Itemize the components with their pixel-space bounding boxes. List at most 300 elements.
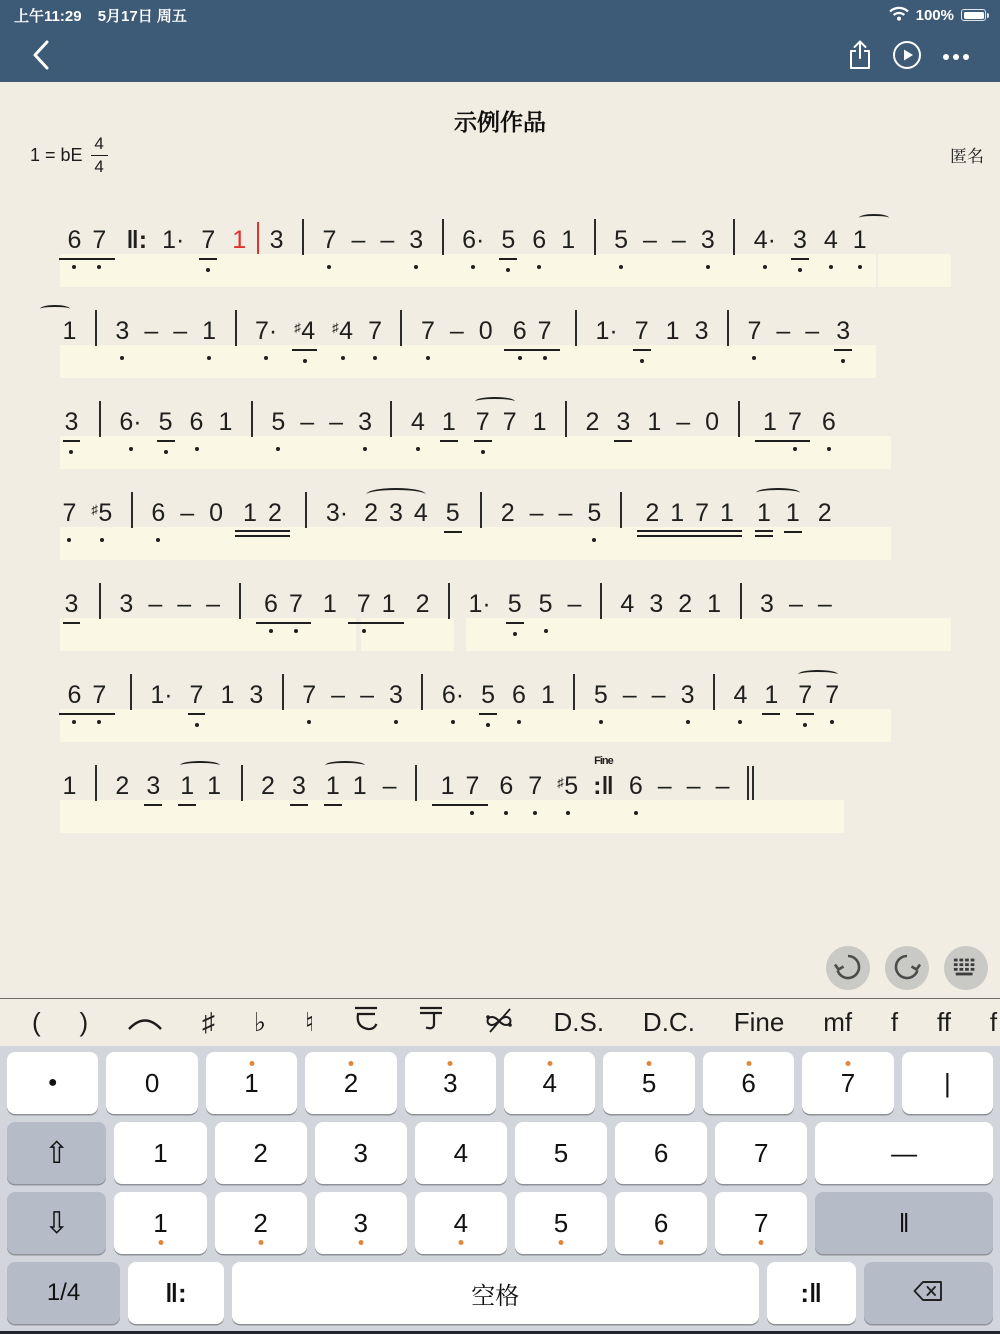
flat-button[interactable]: ♭ bbox=[253, 1007, 266, 1037]
note[interactable]: 6 bbox=[512, 681, 526, 709]
note[interactable]: 6· bbox=[119, 408, 142, 436]
note[interactable]: ♯5 bbox=[557, 772, 579, 800]
barline bbox=[282, 674, 284, 710]
note[interactable]: 3 bbox=[249, 681, 264, 709]
note[interactable]: 7 bbox=[92, 226, 107, 254]
note[interactable]: 1 bbox=[852, 226, 867, 254]
fine-button[interactable]: Fine bbox=[733, 1007, 785, 1037]
paren-open-button[interactable]: ( bbox=[32, 1007, 41, 1037]
note[interactable]: 5 bbox=[587, 499, 602, 527]
note[interactable]: 7 bbox=[633, 318, 651, 351]
edit-cursor bbox=[257, 222, 260, 254]
barline bbox=[600, 583, 602, 619]
sharp-button[interactable]: ♯ bbox=[201, 1007, 215, 1037]
key-7[interactable] bbox=[715, 1122, 807, 1184]
key-6-low[interactable] bbox=[615, 1192, 707, 1254]
octave-dot bbox=[845, 1061, 850, 1066]
notes-row bbox=[55, 492, 839, 537]
repeat-end[interactable]: :‖ Fine bbox=[593, 755, 614, 800]
dash-extension[interactable]: – bbox=[776, 317, 791, 345]
note[interactable]: 3 bbox=[290, 773, 308, 806]
note[interactable]: 7 bbox=[747, 317, 762, 345]
barline bbox=[130, 674, 132, 710]
composer-label: 匿名 bbox=[950, 147, 984, 166]
undo-button[interactable] bbox=[826, 946, 870, 990]
note[interactable]: 1 bbox=[62, 772, 77, 800]
key-shift-up[interactable] bbox=[7, 1122, 106, 1184]
note[interactable]: 3· bbox=[325, 499, 349, 527]
note[interactable]: 1 bbox=[243, 499, 257, 527]
note[interactable]: 1 bbox=[324, 773, 342, 806]
key-label: :‖ bbox=[800, 1277, 822, 1308]
barline bbox=[713, 674, 715, 710]
beam-group bbox=[59, 681, 115, 715]
key-2-low[interactable] bbox=[215, 1192, 307, 1254]
keyboard-row-4 bbox=[3, 1258, 997, 1328]
dash-extension[interactable]: – bbox=[622, 681, 637, 709]
notes-row bbox=[55, 583, 839, 624]
dash-extension[interactable]: – bbox=[671, 226, 686, 254]
note[interactable]: 1· bbox=[595, 317, 618, 345]
note[interactable]: 7 bbox=[368, 317, 382, 345]
key-duration-quarter[interactable] bbox=[7, 1262, 120, 1324]
note[interactable]: 7 bbox=[528, 772, 543, 800]
note[interactable]: ♯4 bbox=[332, 317, 354, 345]
key-5[interactable] bbox=[515, 1122, 607, 1184]
dash-extension[interactable]: – bbox=[449, 317, 464, 345]
note[interactable]: 5 bbox=[444, 500, 462, 533]
note[interactable]: 7 bbox=[695, 499, 710, 527]
note[interactable]: 3 bbox=[115, 317, 130, 345]
note[interactable]: 3 bbox=[388, 499, 403, 527]
dash-extension[interactable]: – bbox=[788, 590, 803, 618]
beam-group bbox=[432, 772, 488, 806]
note[interactable]: 1 bbox=[202, 317, 217, 345]
status-right bbox=[889, 6, 986, 25]
note[interactable]: 5 bbox=[593, 681, 608, 709]
key-backspace[interactable] bbox=[864, 1262, 993, 1324]
note[interactable]: 1 bbox=[784, 500, 802, 533]
status-date: 5月17日 周五 bbox=[97, 7, 187, 25]
note[interactable]: 1 bbox=[232, 226, 247, 254]
note[interactable]: 2 bbox=[115, 772, 130, 800]
note[interactable]: 3 bbox=[63, 591, 81, 624]
note[interactable]: 1 bbox=[440, 772, 455, 800]
barline bbox=[99, 401, 101, 437]
key-7-low[interactable] bbox=[715, 1192, 807, 1254]
note[interactable]: 5 bbox=[271, 408, 286, 436]
octave-dot bbox=[558, 1240, 563, 1245]
barline bbox=[241, 765, 243, 801]
note[interactable]: 1 bbox=[540, 681, 555, 709]
note[interactable]: 5 bbox=[479, 682, 497, 715]
note[interactable]: 5 bbox=[538, 590, 553, 618]
key-1[interactable] bbox=[114, 1122, 206, 1184]
note[interactable]: 1 bbox=[322, 590, 337, 618]
key-barline[interactable] bbox=[902, 1052, 993, 1114]
barline bbox=[99, 583, 101, 619]
note[interactable]: 7 bbox=[825, 681, 840, 709]
segno-icon bbox=[483, 1004, 515, 1041]
keyboard-row-2 bbox=[3, 1118, 997, 1188]
octave-dot bbox=[249, 1061, 254, 1066]
note[interactable]: 2 bbox=[364, 499, 378, 527]
note[interactable]: 1 bbox=[381, 590, 396, 618]
dash-extension[interactable]: – bbox=[300, 408, 315, 436]
key-1-high[interactable] bbox=[206, 1052, 297, 1114]
score-line bbox=[0, 753, 1000, 844]
beam-group bbox=[755, 408, 811, 442]
note[interactable]: 7 bbox=[474, 409, 492, 442]
barline bbox=[302, 219, 304, 255]
slur-button[interactable] bbox=[127, 1007, 163, 1038]
octave-dot bbox=[458, 1240, 463, 1245]
keyboard-row-1 bbox=[3, 1048, 997, 1118]
dash-extension[interactable]: – bbox=[177, 590, 192, 618]
status-time: 上午11:29 bbox=[14, 7, 82, 25]
paren-close-button[interactable]: ) bbox=[79, 1007, 89, 1037]
note[interactable]: 2 bbox=[261, 772, 275, 800]
key-6-high[interactable] bbox=[703, 1052, 794, 1114]
key-5-high[interactable] bbox=[603, 1052, 694, 1114]
f-partial-button[interactable]: f bbox=[990, 1007, 1000, 1038]
note[interactable]: 6 bbox=[628, 772, 643, 800]
f-button[interactable]: f bbox=[890, 1007, 899, 1037]
barline bbox=[239, 583, 241, 619]
slur-group bbox=[791, 679, 845, 715]
slur-group bbox=[749, 497, 807, 537]
barline bbox=[421, 674, 423, 710]
note[interactable]: 6 bbox=[499, 772, 514, 800]
key-0[interactable] bbox=[106, 1052, 197, 1114]
note[interactable]: 1 bbox=[670, 499, 685, 527]
note[interactable]: ♯4 bbox=[292, 318, 317, 351]
key-4[interactable] bbox=[415, 1122, 507, 1184]
note[interactable]: 7 bbox=[322, 226, 337, 254]
keyboard-icon bbox=[952, 956, 980, 981]
notes-row bbox=[55, 219, 874, 260]
key-label: 7 bbox=[753, 1137, 769, 1168]
dash-extension[interactable]: – bbox=[331, 681, 346, 709]
note[interactable]: 3 bbox=[269, 226, 284, 254]
key-dot[interactable] bbox=[7, 1052, 98, 1114]
dash-extension[interactable]: – bbox=[380, 226, 395, 254]
score-line bbox=[0, 571, 1000, 662]
score-line bbox=[0, 662, 1000, 753]
key-6[interactable] bbox=[615, 1122, 707, 1184]
score-line bbox=[0, 389, 1000, 480]
key-5-low[interactable] bbox=[515, 1192, 607, 1254]
note[interactable]: 4 bbox=[733, 681, 748, 709]
glissando-down-icon bbox=[353, 1004, 379, 1041]
note[interactable]: 1 bbox=[440, 409, 458, 442]
back-button[interactable] bbox=[20, 35, 62, 78]
glissando-up-button[interactable] bbox=[418, 1004, 444, 1041]
note[interactable]: 6 bbox=[264, 590, 278, 618]
note[interactable]: 6 bbox=[189, 408, 204, 436]
score-line bbox=[0, 207, 1000, 298]
key-double-barline[interactable] bbox=[815, 1192, 993, 1254]
note[interactable]: 1 bbox=[218, 408, 233, 436]
key-shift-down[interactable] bbox=[7, 1192, 106, 1254]
key-2-high[interactable] bbox=[305, 1052, 396, 1114]
octave-dot bbox=[547, 1061, 552, 1066]
barline bbox=[575, 310, 577, 346]
key-space[interactable] bbox=[232, 1262, 759, 1324]
glissando-down-button[interactable] bbox=[353, 1004, 379, 1041]
symbol-toolbar bbox=[0, 998, 1000, 1046]
note[interactable]: 1 bbox=[561, 226, 576, 254]
key-label: 4 bbox=[542, 1067, 557, 1098]
dash-extension[interactable]: – bbox=[351, 226, 366, 254]
note[interactable]: 0 bbox=[705, 408, 720, 436]
slur-group bbox=[318, 770, 372, 806]
dash-extension[interactable]: – bbox=[817, 590, 832, 618]
dash-extension[interactable]: – bbox=[657, 772, 672, 800]
note[interactable]: 1 bbox=[207, 772, 222, 800]
note[interactable]: 4 bbox=[823, 226, 838, 254]
key-4-low[interactable] bbox=[415, 1192, 507, 1254]
key-3[interactable] bbox=[315, 1122, 407, 1184]
play-button[interactable] bbox=[882, 36, 932, 77]
dash-extension[interactable]: – bbox=[329, 408, 344, 436]
note[interactable]: 5 bbox=[614, 226, 629, 254]
note[interactable]: 7 bbox=[420, 317, 435, 345]
share-button[interactable] bbox=[838, 36, 882, 77]
key-repeat-end[interactable] bbox=[767, 1262, 856, 1324]
dash-extension[interactable]: – bbox=[651, 681, 666, 709]
sharp-accidental: ♯ bbox=[91, 502, 98, 517]
dash-extension[interactable]: – bbox=[148, 590, 163, 618]
note[interactable]: 6· bbox=[441, 681, 465, 709]
dash-extension[interactable]: – bbox=[558, 499, 573, 527]
note[interactable]: 0 bbox=[478, 317, 493, 345]
note[interactable]: 7 bbox=[302, 681, 317, 709]
note[interactable]: 7 bbox=[188, 682, 206, 715]
note[interactable]: 3 bbox=[388, 681, 403, 709]
dash-extension[interactable]: – bbox=[805, 317, 820, 345]
more-button[interactable] bbox=[932, 45, 980, 68]
note[interactable]: 7 bbox=[92, 681, 107, 709]
note[interactable]: 6 bbox=[151, 499, 166, 527]
note[interactable]: ♯5 bbox=[91, 499, 113, 527]
note[interactable]: 1 bbox=[763, 408, 777, 436]
dash-extension[interactable]: – bbox=[360, 681, 374, 709]
segno-button[interactable] bbox=[483, 1004, 515, 1041]
keyboard-toggle-button[interactable] bbox=[944, 946, 988, 990]
dash-extension[interactable]: – bbox=[144, 317, 159, 345]
key-label: 7 bbox=[840, 1067, 856, 1098]
key-label: 空格 bbox=[471, 1282, 520, 1310]
note[interactable]: 2 bbox=[645, 499, 660, 527]
mf-button[interactable]: mf bbox=[823, 1007, 853, 1037]
ff-button[interactable]: ff bbox=[937, 1007, 951, 1037]
note[interactable]: 2 bbox=[817, 499, 832, 527]
note[interactable]: 4 bbox=[413, 499, 428, 527]
key-1-low[interactable] bbox=[114, 1192, 206, 1254]
barline bbox=[131, 492, 133, 528]
highlight-band bbox=[878, 254, 951, 287]
note[interactable]: 3 bbox=[144, 773, 162, 806]
octave-dot bbox=[258, 1240, 263, 1245]
time-signature bbox=[91, 134, 108, 177]
key-label: 1/4 bbox=[46, 1279, 81, 1306]
score-area bbox=[0, 82, 1000, 998]
barline bbox=[415, 765, 417, 801]
dash-extension[interactable]: – bbox=[567, 590, 582, 618]
octave-dot bbox=[348, 1061, 353, 1066]
beam2-group bbox=[637, 499, 743, 537]
key-label: 2 bbox=[343, 1067, 359, 1098]
octave-dot bbox=[358, 1240, 363, 1245]
battery-icon bbox=[961, 9, 986, 21]
final-barline bbox=[747, 766, 754, 800]
note[interactable]: 7· bbox=[255, 317, 278, 345]
note[interactable]: 3 bbox=[680, 681, 695, 709]
note[interactable]: 6 bbox=[512, 317, 527, 345]
note[interactable]: 3 bbox=[119, 590, 134, 618]
note[interactable]: 1· bbox=[162, 226, 185, 254]
notes-row bbox=[55, 401, 843, 442]
sharp-accidental: ♯ bbox=[332, 320, 339, 335]
natural-button[interactable]: ♮ bbox=[304, 1007, 315, 1037]
dc-button[interactable]: D.C. bbox=[642, 1007, 695, 1037]
nav-bar bbox=[0, 30, 1000, 82]
dash-extension[interactable]: – bbox=[676, 408, 691, 436]
note[interactable]: 1 bbox=[647, 408, 662, 436]
score-line bbox=[0, 480, 1000, 571]
note[interactable]: 7 bbox=[787, 408, 802, 436]
note[interactable]: 2 bbox=[500, 499, 515, 527]
barline bbox=[442, 219, 444, 255]
dash-extension[interactable]: – bbox=[529, 499, 544, 527]
note[interactable]: 1· bbox=[150, 681, 173, 709]
note[interactable]: 3 bbox=[358, 408, 372, 436]
key-7-high[interactable] bbox=[802, 1052, 893, 1114]
key-label: 6 bbox=[653, 1137, 669, 1168]
note[interactable]: 1 bbox=[220, 681, 235, 709]
notes-row bbox=[55, 310, 860, 351]
note[interactable]: 1 bbox=[707, 590, 722, 618]
key-label: 3 bbox=[353, 1137, 368, 1168]
note[interactable]: 5 bbox=[157, 409, 175, 442]
barline bbox=[400, 310, 402, 346]
barline bbox=[95, 765, 97, 801]
note[interactable]: 7 bbox=[465, 772, 480, 800]
key-label: 5 bbox=[553, 1207, 569, 1238]
note[interactable]: 4· bbox=[753, 226, 776, 254]
note[interactable]: 3 bbox=[649, 590, 664, 618]
ds-button[interactable]: D.S. bbox=[553, 1007, 605, 1037]
note[interactable]: 5 bbox=[499, 227, 517, 260]
dash-extension[interactable]: – bbox=[206, 590, 221, 618]
note[interactable]: 2 bbox=[267, 499, 282, 527]
note[interactable]: 3 bbox=[834, 318, 852, 351]
key-prefix: 1 = bE bbox=[30, 144, 83, 165]
slur-group bbox=[173, 770, 227, 806]
note[interactable]: 6 bbox=[67, 226, 82, 254]
note[interactable]: 7 bbox=[537, 317, 552, 345]
dash-extension[interactable]: – bbox=[382, 772, 397, 800]
barline bbox=[95, 310, 97, 346]
key-dash[interactable] bbox=[815, 1122, 993, 1184]
note[interactable]: 4 bbox=[410, 408, 425, 436]
note[interactable]: 7 bbox=[502, 408, 517, 436]
note[interactable]: 7 bbox=[356, 590, 371, 618]
note[interactable]: 3 bbox=[700, 226, 715, 254]
note[interactable]: 7 bbox=[796, 682, 814, 715]
score-title: 示例作品 bbox=[454, 109, 546, 135]
note[interactable]: 6· bbox=[462, 226, 485, 254]
note[interactable]: 1 bbox=[62, 317, 77, 345]
note[interactable]: 2 bbox=[415, 590, 430, 618]
note[interactable]: 7 bbox=[62, 499, 77, 527]
repeat-begin[interactable]: ‖: bbox=[126, 226, 148, 254]
slur-group bbox=[359, 497, 434, 528]
barline bbox=[573, 674, 575, 710]
time-lower: 4 bbox=[94, 157, 104, 177]
note[interactable]: 0 bbox=[209, 499, 224, 527]
score-line bbox=[0, 298, 1000, 389]
note[interactable]: 1 bbox=[352, 772, 367, 800]
key-label: 1 bbox=[153, 1207, 168, 1238]
note[interactable]: 3 bbox=[614, 409, 632, 442]
note[interactable]: 1 bbox=[532, 408, 547, 436]
note[interactable]: 5 bbox=[506, 591, 524, 624]
key-label: 1 bbox=[153, 1137, 168, 1168]
note[interactable]: 1 bbox=[755, 500, 773, 537]
note[interactable]: 1 bbox=[178, 773, 196, 806]
barline bbox=[448, 583, 450, 619]
dash-extension[interactable]: – bbox=[173, 317, 188, 345]
dash-extension[interactable]: – bbox=[643, 226, 657, 254]
key-3-high[interactable] bbox=[405, 1052, 496, 1114]
note[interactable]: 2 bbox=[678, 590, 693, 618]
redo-button[interactable] bbox=[885, 946, 929, 990]
note[interactable]: 7 bbox=[288, 590, 303, 618]
note[interactable]: 3 bbox=[63, 409, 81, 442]
note[interactable]: 1· bbox=[468, 590, 491, 618]
key-label: 2 bbox=[253, 1207, 268, 1238]
note[interactable]: 3 bbox=[791, 227, 809, 260]
note[interactable]: 3 bbox=[694, 317, 709, 345]
barline bbox=[565, 401, 567, 437]
key-4-high[interactable] bbox=[504, 1052, 595, 1114]
note[interactable]: 4 bbox=[620, 590, 635, 618]
key-2[interactable] bbox=[215, 1122, 307, 1184]
note[interactable]: 7 bbox=[199, 227, 217, 260]
key-3-low[interactable] bbox=[315, 1192, 407, 1254]
note[interactable]: 6 bbox=[67, 681, 82, 709]
note[interactable]: 3 bbox=[409, 226, 424, 254]
dash-extension[interactable]: – bbox=[686, 772, 701, 800]
note[interactable]: 2 bbox=[585, 408, 600, 436]
key-repeat-begin[interactable] bbox=[128, 1262, 224, 1324]
key-label: ⇧ bbox=[44, 1136, 70, 1170]
note[interactable]: 3 bbox=[760, 590, 774, 618]
octave-dot bbox=[647, 1061, 652, 1066]
note[interactable]: 6 bbox=[532, 226, 547, 254]
dash-extension[interactable]: – bbox=[715, 772, 730, 800]
key-label: 6 bbox=[653, 1207, 669, 1238]
dash-extension[interactable]: – bbox=[180, 499, 195, 527]
note[interactable]: 1 bbox=[762, 682, 780, 715]
note[interactable]: 1 bbox=[665, 317, 680, 345]
note[interactable]: 1 bbox=[720, 499, 734, 527]
fine-label: Fine bbox=[594, 755, 613, 767]
notes-row bbox=[55, 755, 764, 806]
note[interactable]: 6 bbox=[821, 408, 836, 436]
